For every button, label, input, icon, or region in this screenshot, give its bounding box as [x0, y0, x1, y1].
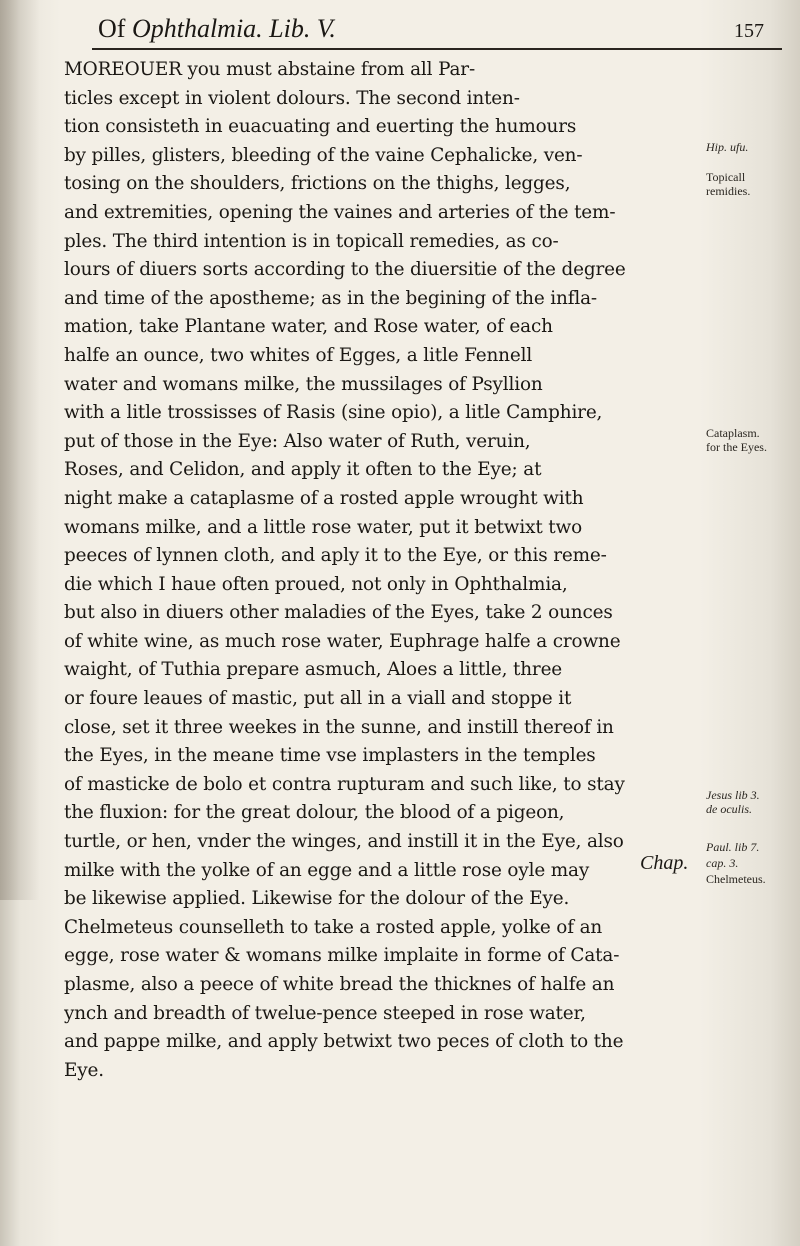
text-line: of white wine, as much rose water, Euphrage halfe a crowne [64, 630, 621, 652]
margin-note: Topicall [706, 170, 746, 184]
text-line: lours of diuers sorts according to the diuersitie of the degree [64, 259, 626, 281]
text-line: Chelmeteus counselleth to take a rosted apple, yolke of an [64, 916, 603, 938]
body-text [64, 56, 704, 1085]
text-line: the fluxion: for the great dolour, the blood of a pigeon, [64, 802, 565, 824]
text-line: and time of the apostheme; as in the begining of the infla- [64, 287, 598, 309]
text-line: ples. The third intention is in topicall remedies, as co- [64, 230, 559, 252]
margin-note: remidies. [706, 184, 751, 198]
text-line: MOREOUER you must abstaine from all Par- [64, 59, 476, 80]
text-line: mation, take Plantane water, and Rose water, of each [64, 316, 553, 338]
running-head-book: Lib. V. [269, 14, 336, 43]
page-edge-shadow [0, 0, 40, 900]
text-line: but also in diuers other maladies of the Eyes, take 2 ounces [64, 602, 613, 624]
text-line: ynch and breadth of twelue-pence steeped in rose water, [64, 1002, 586, 1024]
margin-note: Chelmeteus. [706, 872, 766, 886]
text-line: put of those in the Eye: Also water of Ruth, veruin, [64, 430, 531, 452]
text-line: Roses, and Celidon, and apply it often to the Eye; at [64, 459, 542, 481]
text-line: ticles except in violent dolours. The second inten- [64, 87, 520, 109]
margin-note: de oculis. [706, 802, 752, 816]
text-line: tion consisteth in euacuating and euerting the humours [64, 116, 577, 138]
text-line: the Eyes, in the meane time vse implasters in the temples [64, 745, 596, 767]
text-line: peeces of lynnen cloth, and aply it to the Eye, or this reme- [64, 545, 607, 567]
text-line: and pappe milke, and apply betwixt two peces of cloth to the [64, 1031, 624, 1053]
text-line: die which I haue often proued, not only in Ophthalmia, [64, 573, 568, 595]
page-number: 157 [734, 20, 764, 42]
margin-note: Jesus lib 3. [706, 788, 760, 802]
text-line: plasme, also a peece of white bread the thicknes of halfe an [64, 974, 615, 995]
margin-note: Cataplasm. [706, 426, 760, 440]
catchword: Chap. [640, 852, 689, 874]
text-line: and extremities, opening the vaines and arteries of the tem- [64, 201, 616, 223]
text-line: Eye. [64, 1059, 104, 1081]
text-line: turtle, or hen, vnder the winges, and instill it in the Eye, also [64, 831, 624, 853]
text-line: with a litle trossisses of Rasis (sine opio), a litle Camphire, [64, 402, 603, 424]
text-line: be likewise applied. Likewise for the dolour of the Eye. [64, 888, 570, 910]
text-line: of masticke de bolo et contra rupturam and such like, to stay [64, 773, 625, 795]
margin-note: cap. 3. [706, 856, 739, 870]
page-header [92, 6, 782, 50]
text-line: waight, of Tuthia prepare asmuch, Aloes a little, three [64, 659, 563, 681]
running-head-prefix: Of [98, 14, 126, 43]
text-line: halfe an ounce, two whites of Egges, a litle Fennell [64, 344, 533, 366]
text-line: water and womans milke, the mussilages of Psyllion [64, 373, 543, 395]
text-line: close, set it three weekes in the sunne, and instill thereof in [64, 716, 614, 738]
text-line: womans milke, and a little rose water, put it betwixt two [64, 516, 583, 538]
text-line: by pilles, glisters, bleeding of the vaine Cephalicke, ven- [64, 144, 583, 166]
text-line: egge, rose water & womans milke implaite in forme of Cata- [64, 945, 620, 967]
running-head [98, 14, 336, 44]
text-line: or foure leaues of mastic, put all in a viall and stoppe it [64, 688, 572, 710]
text-line: milke with the yolke of an egge and a little rose oyle may [64, 859, 590, 881]
running-head-title: Ophthalmia. [131, 14, 263, 43]
margin-note: Hip. ufu. [706, 140, 749, 154]
text-line: night make a cataplasme of a rosted apple wrought with [64, 487, 584, 509]
margin-note: for the Eyes. [706, 440, 767, 454]
text-line: tosing on the shoulders, frictions on the thighs, legges, [64, 173, 571, 195]
margin-note: Paul. lib 7. [706, 840, 760, 854]
